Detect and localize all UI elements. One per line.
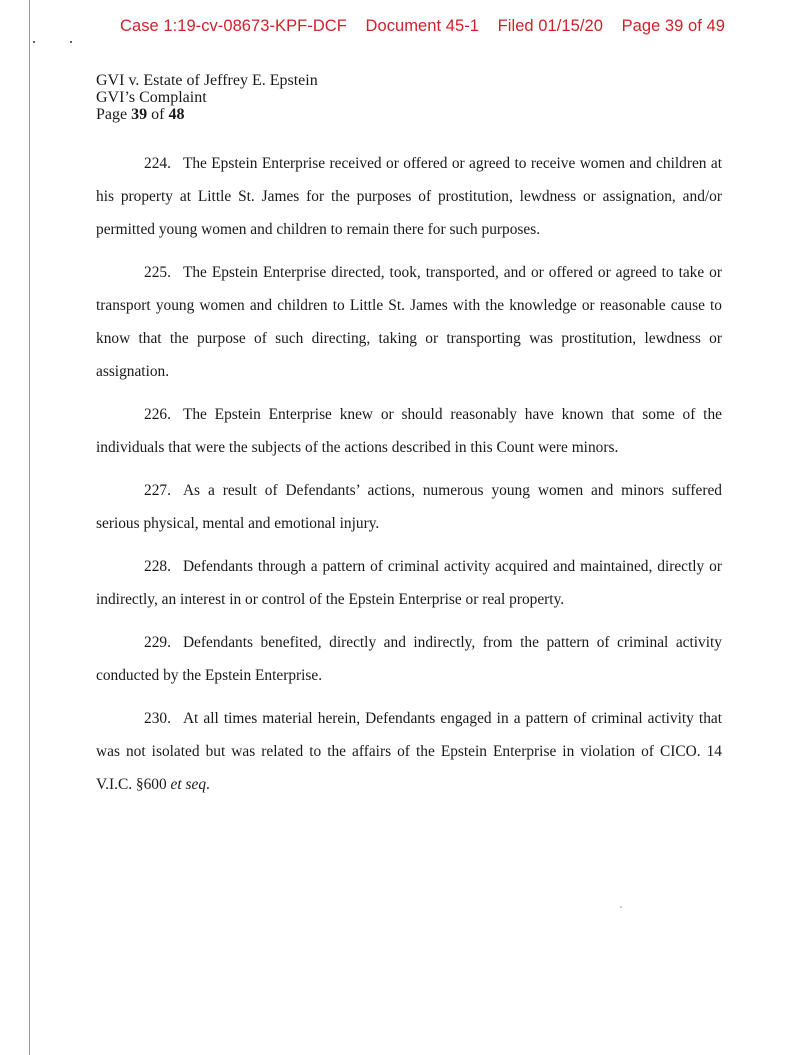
court-filing-header bbox=[120, 17, 725, 36]
paragraph-225 bbox=[96, 256, 722, 388]
caption-page-number: Page 39 of 48 bbox=[96, 106, 185, 123]
caption-page-total: 48 bbox=[168, 106, 185, 123]
caption-case-title: GVI v. Estate of Jeffrey E. Epstein bbox=[96, 72, 318, 89]
paragraph-number: 230. bbox=[144, 710, 171, 727]
page-left-edge bbox=[29, 0, 30, 1055]
paragraph-number: 226. bbox=[144, 406, 171, 423]
paragraph-text: The Epstein Enterprise knew or should reasonably have known that some of the individuals that were the subjects of the actions described in this Count were minors. bbox=[96, 406, 722, 456]
paragraph-228 bbox=[96, 550, 722, 616]
filed-date: Filed 01/15/20 bbox=[497, 17, 603, 35]
scan-speck bbox=[70, 41, 72, 43]
complaint-body bbox=[96, 147, 722, 811]
document-number: Document 45-1 bbox=[365, 17, 479, 35]
paragraph-text: Defendants through a pattern of criminal activity acquired and maintained, directly or indirectly, an interest in or control of the Epstein Enterprise or real property. bbox=[96, 558, 722, 608]
citation-italic: et seq bbox=[170, 776, 207, 793]
document-caption bbox=[96, 72, 318, 123]
paragraph-text: As a result of Defendants’ actions, numerous young women and minors suffered serious physical, mental and emotional injury. bbox=[96, 482, 722, 532]
paragraph-text: The Epstein Enterprise received or offered or agreed to receive women and children at his property at Little St. James for the purposes of prostitution, lewdness or assignation, and/or permitted young women and children to remain there for such purposes. bbox=[96, 155, 722, 238]
case-number: Case 1:19-cv-08673-KPF-DCF bbox=[120, 17, 347, 35]
paragraph-227 bbox=[96, 474, 722, 540]
paragraph-229 bbox=[96, 626, 722, 692]
paragraph-number: 229. bbox=[144, 634, 171, 651]
paragraph-number: 227. bbox=[144, 482, 171, 499]
paragraph-text: The Epstein Enterprise directed, took, transported, and or offered or agreed to take or transport young women and children to Little St. James with the knowledge or reasonable cause to know that the purpose of such directing, taking or transporting was prostitution, lewdness or assignation. bbox=[96, 264, 722, 380]
scan-speck bbox=[33, 41, 35, 43]
paragraph-number: 228. bbox=[144, 558, 171, 575]
filing-page-number: Page 39 of 49 bbox=[621, 17, 725, 35]
paragraph-226 bbox=[96, 398, 722, 464]
paragraph-number: 225. bbox=[144, 264, 171, 281]
caption-document-title: GVI’s Complaint bbox=[96, 89, 207, 106]
scan-speck bbox=[620, 906, 622, 908]
paragraph-230: 230. At all times material herein, Defendants engaged in a pattern of criminal activity that was not isolated but was related to the affairs of the Epstein Enterprise in violation of CICO. 14 V.I.C. §600 et seq. bbox=[96, 710, 722, 793]
paragraph-224 bbox=[96, 147, 722, 246]
paragraph-text: At all times material herein, Defendants engaged in a pattern of criminal activity that was not isolated but was related to the affairs of the Epstein Enterprise in violation of CICO. 14 V.I.C. §600 bbox=[96, 710, 722, 793]
caption-page-current: 39 bbox=[131, 106, 148, 123]
paragraph-number: 224. bbox=[144, 155, 171, 172]
paragraph-text: Defendants benefited, directly and indirectly, from the pattern of criminal activity conducted by the Epstein Enterprise. bbox=[96, 634, 722, 684]
